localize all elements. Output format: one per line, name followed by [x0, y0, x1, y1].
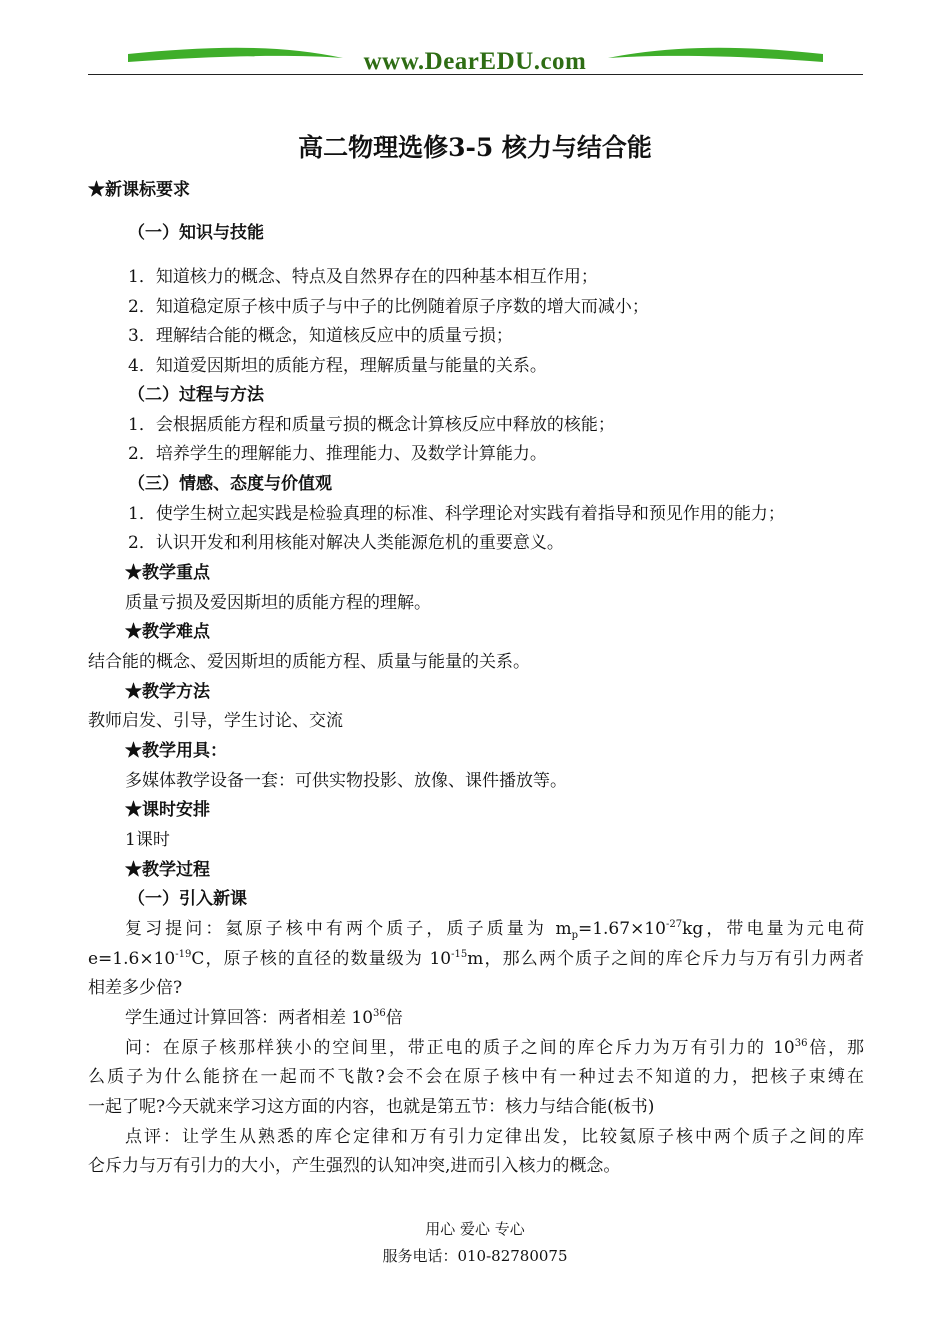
- key-point-heading: ★教学重点: [125, 563, 210, 583]
- header-rule: [88, 74, 863, 75]
- review-line-1: 复习提问：氦原子核中有两个质子，质子质量为 $m_p=1.67\times 10^{-27}kg$，带电量为元电荷: [125, 919, 864, 941]
- answer-line: 学生通过计算回答：两者相差 $10^{36}$倍: [125, 1008, 403, 1028]
- review-line-3: 相差多少倍?: [88, 978, 183, 998]
- schedule-heading: ★课时安排: [125, 800, 210, 820]
- question-line-3: 一起了呢?今天就来学习这方面的内容，也就是第五节：核力与结合能(板书): [88, 1097, 655, 1117]
- question-line-1: 问：在原子核那样狭小的空间里，带正电的质子之间的库仑斥力为万有引力的 $10^{36}$倍，那: [125, 1038, 864, 1058]
- difficulty-heading: ★教学难点: [125, 622, 210, 642]
- process-item-2: 2．培养学生的理解能力、推理能力、及数学计算能力。: [128, 444, 547, 464]
- method-heading: ★教学方法: [125, 682, 210, 702]
- tools-text: 多媒体教学设备一套：可供实物投影、放像、课件播放等。: [125, 771, 567, 791]
- difficulty-text: 结合能的概念、爱因斯坦的质能方程、质量与能量的关系。: [88, 652, 530, 672]
- site-logo[interactable]: www.DearEDU.com: [363, 48, 587, 75]
- page-title: 高二物理选修3-5 核力与结合能: [298, 133, 652, 162]
- knowledge-item-2: 2．知道稳定原子核中质子与中子的比例随着原子序数的增大而减小；: [128, 297, 649, 317]
- comment-line-2: 仑斥力与万有引力的大小，产生强烈的认知冲突,进而引入核力的概念。: [88, 1156, 621, 1176]
- key-point-text: 质量亏损及爱因斯坦的质能方程的理解。: [125, 593, 431, 613]
- question-line-2: 么质子为什么能挤在一起而不飞散?会不会在原子核中有一种过去不知道的力，把核子束缚在: [88, 1067, 864, 1087]
- comment-line-1: 点评：让学生从熟悉的库仑定律和万有引力定律出发，比较氦原子核中两个质子之间的库: [125, 1127, 864, 1147]
- tools-heading: ★教学用具：: [125, 741, 227, 761]
- procedure-heading: ★教学过程: [125, 860, 210, 880]
- curriculum-heading: ★新课标要求: [88, 180, 190, 200]
- review-line-2: $e=1.6\times 10^{-19}C$，原子核的直径的数量级为 $10^{-15}m$，那么两个质子之间的库仑斥力与万有引力两者: [88, 949, 865, 969]
- knowledge-item-4: 4．知道爱因斯坦的质能方程，理解质量与能量的关系。: [128, 356, 547, 376]
- schedule-text: 1课时: [125, 830, 170, 850]
- knowledge-heading: （一）知识与技能: [128, 223, 264, 243]
- knowledge-item-1: 1．知道核力的概念、特点及自然界存在的四种基本相互作用；: [128, 267, 598, 287]
- process-heading: （二）过程与方法: [128, 385, 264, 405]
- attitude-item-1: 1．使学生树立起实践是检验真理的标准、科学理论对实践有着指导和预见作用的能力；: [128, 504, 785, 524]
- process-item-1: 1．会根据质能方程和质量亏损的概念计算核反应中释放的核能；: [128, 415, 615, 435]
- intro-heading: （一）引入新课: [128, 889, 247, 909]
- method-text: 教师启发、引导，学生讨论、交流: [88, 711, 343, 731]
- footer-phone: 服务电话：010-82780075: [382, 1247, 568, 1265]
- attitude-item-2: 2．认识开发和利用核能对解决人类能源危机的重要意义。: [128, 533, 564, 553]
- footer-motto: 用心 爱心 专心: [425, 1220, 525, 1238]
- knowledge-item-3: 3．理解结合能的概念，知道核反应中的质量亏损；: [128, 326, 513, 346]
- attitude-heading: （三）情感、态度与价值观: [128, 474, 332, 494]
